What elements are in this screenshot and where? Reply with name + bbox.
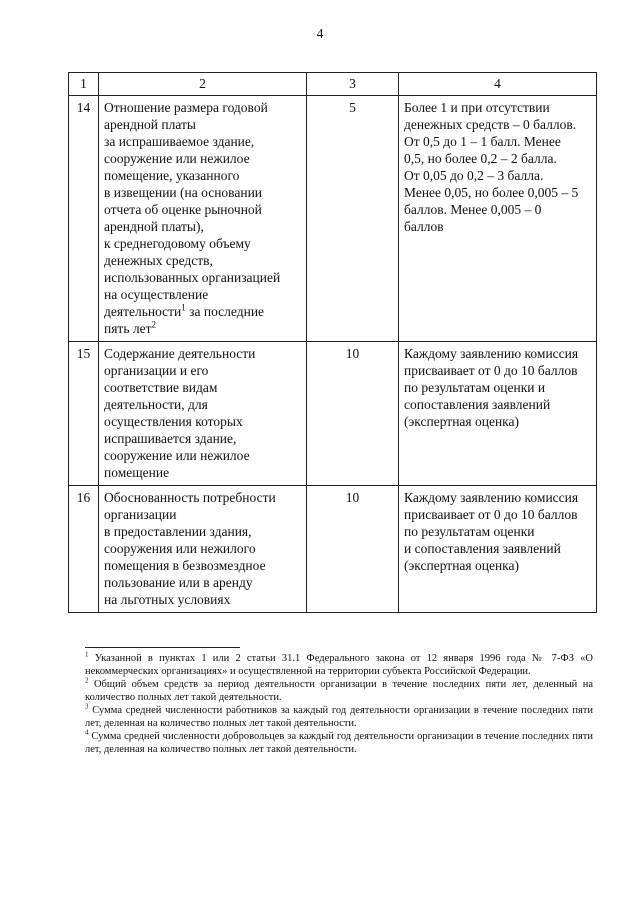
row-number: 16 [69, 486, 99, 613]
criterion-text: пять лет [104, 321, 152, 336]
row-number: 15 [69, 342, 99, 486]
footnote-4 [85, 730, 593, 756]
header-cell-3: 3 [307, 73, 399, 96]
method-line: Более 1 и при отсутствии [404, 100, 550, 115]
footnote-3 [85, 704, 593, 730]
method-cell [399, 342, 597, 486]
criterion-line: Обоснованность потребности [104, 490, 276, 505]
method-cell [399, 96, 597, 342]
criterion-cell [99, 486, 307, 613]
score-cell: 10 [307, 486, 399, 613]
criterion-line: Отношение размера годовой [104, 100, 268, 115]
table-header-row [69, 73, 597, 96]
criterion-line: за испрашиваемое здание, [104, 134, 255, 149]
criterion-line: к среднегодовому объему [104, 236, 251, 251]
table-row [69, 342, 597, 486]
criterion-line: организации [104, 507, 177, 522]
criterion-text: деятельности [104, 304, 182, 319]
footnote-mark: 1 [85, 650, 89, 659]
criterion-line: деятельности, для [104, 397, 208, 412]
criterion-line: сооружения или нежилого [104, 541, 256, 556]
criterion-line [104, 303, 301, 320]
criterion-line: арендной платы [104, 117, 196, 132]
method-line: (экспертная оценка) [404, 558, 520, 573]
method-line: денежных средств – 0 баллов. [404, 117, 577, 132]
method-line: От 0,05 до 0,2 – 3 балла. [404, 168, 544, 183]
footnote-text: Указанной в пунктах 1 или 2 статьи 31.1 Федерального закона от 12 января 1996 года № 7-ФЗ «О некоммерческих организациях» и осуществленной на территории субъекта Российской Федерации. [85, 653, 593, 677]
method-line: баллов [404, 219, 444, 234]
method-line: присваивает от 0 до 10 баллов [404, 363, 578, 378]
criterion-cell [99, 96, 307, 342]
header-cell-4: 4 [399, 73, 597, 96]
criterion-line: сооружение или нежилое [104, 151, 250, 166]
footnote-text: Сумма средней численности работников за каждый год деятельности организации в течение последних пяти лет, деленная на количество полных лет такой деятельности. [85, 705, 593, 729]
criterion-line: арендной платы), [104, 219, 204, 234]
row-number: 14 [69, 96, 99, 342]
method-line: (экспертная оценка) [404, 414, 520, 429]
criterion-line: использованных организацией [104, 270, 281, 285]
table-row [69, 96, 597, 342]
criterion-line: Содержание деятельности [104, 346, 256, 361]
method-line: и сопоставления заявлений [404, 541, 561, 556]
method-line: по результатам оценки [404, 524, 535, 539]
method-line: Каждому заявлению комиссия [404, 490, 579, 505]
method-cell [399, 486, 597, 613]
criteria-table [68, 72, 597, 613]
criterion-line: сооружение или нежилое [104, 448, 250, 463]
footnote-ref-2: 2 [151, 319, 156, 330]
criterion-line: испрашивается здание, [104, 431, 237, 446]
method-line: присваивает от 0 до 10 баллов [404, 507, 578, 522]
criterion-line: денежных средств, [104, 253, 213, 268]
criterion-text: за последние [185, 304, 265, 319]
header-cell-1: 1 [69, 73, 99, 96]
criterion-line [104, 320, 301, 337]
footnotes [85, 652, 593, 756]
criterion-line: осуществления которых [104, 414, 243, 429]
footnote-ref-1: 1 [181, 302, 186, 313]
criterion-cell [99, 342, 307, 486]
criterion-line: на льготных условиях [104, 592, 231, 607]
criterion-line: в предоставлении здания, [104, 524, 252, 539]
criterion-line: помещения в безвозмездное [104, 558, 266, 573]
method-line: баллов. Менее 0,005 – 0 [404, 202, 542, 217]
criterion-line: помещение, указанного [104, 168, 240, 183]
criterion-line: на осуществление [104, 287, 209, 302]
footnote-2 [85, 678, 593, 704]
footnote-text: Сумма средней численности добровольцев за каждый год деятельности организации в течение последних пяти лет, деленная на количество полных лет такой деятельности. [85, 731, 593, 755]
method-line: Менее 0,05, но более 0,005 – 5 [404, 185, 579, 200]
criterion-line: помещение [104, 465, 170, 480]
footnote-mark: 3 [85, 702, 89, 711]
header-cell-2: 2 [99, 73, 307, 96]
page-number: 4 [316, 27, 324, 42]
criterion-line: соответствие видам [104, 380, 218, 395]
criterion-line: пользование или в аренду [104, 575, 253, 590]
criterion-line: отчета об оценке рыночной [104, 202, 262, 217]
table-row [69, 486, 597, 613]
score-cell: 5 [307, 96, 399, 342]
footnote-mark: 4 [85, 728, 89, 737]
footnote-mark: 2 [85, 676, 89, 685]
footnote-1 [85, 652, 593, 678]
criterion-line: организации и его [104, 363, 209, 378]
criterion-line: в извещении (на основании [104, 185, 263, 200]
footnote-divider [85, 647, 240, 648]
score-cell: 10 [307, 342, 399, 486]
method-line: сопоставления заявлений [404, 397, 551, 412]
footnote-text: Общий объем средств за период деятельности организации в течение последних пяти лет, деленный на количество полных лет такой деятельности. [85, 679, 593, 703]
method-line: Каждому заявлению комиссия [404, 346, 579, 361]
method-line: по результатам оценки и [404, 380, 546, 395]
method-line: 0,5, но более 0,2 – 2 балла. [404, 151, 557, 166]
method-line: От 0,5 до 1 – 1 балл. Менее [404, 134, 561, 149]
